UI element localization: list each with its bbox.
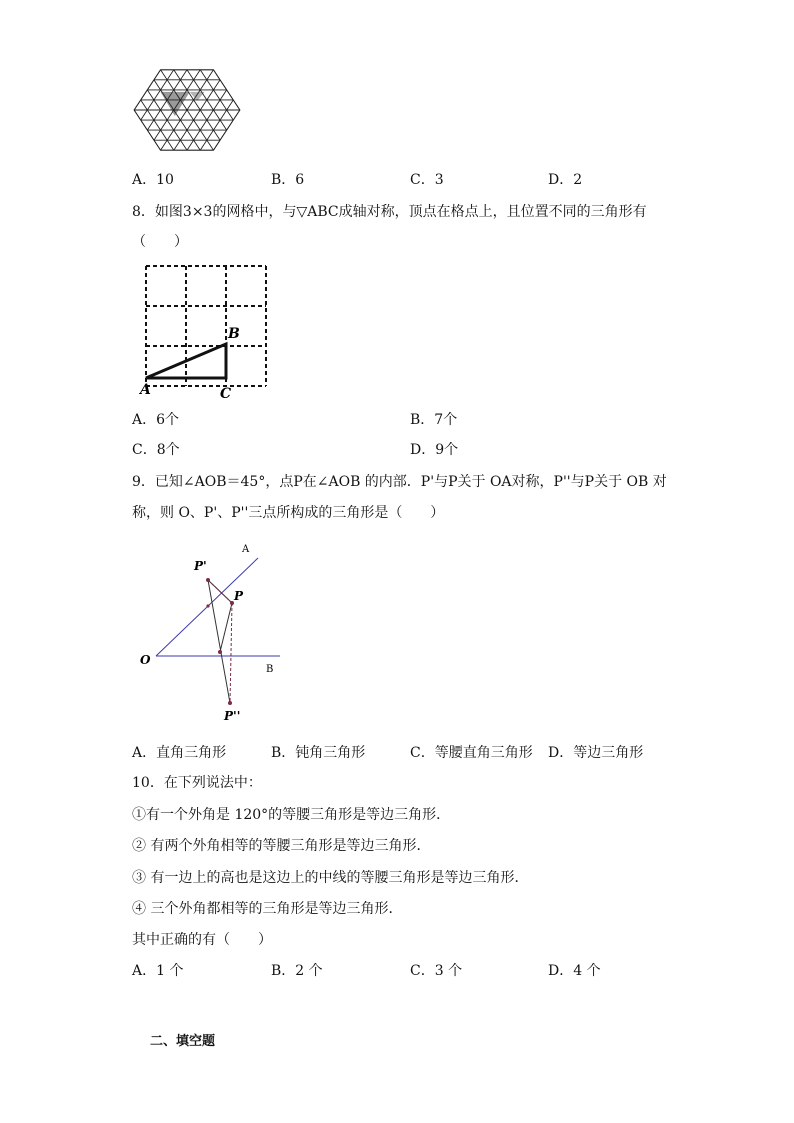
q10-option-d[interactable]: D．4 个 [548,963,601,979]
q10-stem: 10．在下列说法中： [132,775,262,791]
q8-option-d[interactable]: D．9个 [410,442,459,458]
q10-option-c[interactable]: C．3 个 [410,963,463,979]
q9-angle-svg [134,540,294,726]
hexagon-grid-figure [131,62,243,158]
q9-angle-figure [134,540,294,726]
q9-option-a[interactable]: A．直角三角形 [132,745,227,761]
label-ray-b: B [266,664,274,675]
q8-option-b[interactable]: B．7个 [410,412,458,428]
q8-grid-svg [138,260,278,400]
q8-option-c[interactable]: C．8个 [132,442,180,458]
q7-option-b[interactable]: B．6 [271,172,305,188]
q9-option-c[interactable]: C．等腰直角三角形 [410,745,533,761]
label-a: A [140,382,151,398]
q10-statement-1: ①有一个外角是 120°的等腰三角形是等边三角形． [132,807,451,823]
label-p-double-prime: P'' [224,709,241,723]
label-b: B [228,326,240,342]
label-ray-a: A [242,544,250,555]
label-p-prime: P' [194,559,207,573]
label-o: O [140,653,151,667]
hexagon-grid-svg [131,62,243,158]
q10-option-b[interactable]: B．2 个 [271,963,323,979]
q9-stem: 9．已知∠AOB＝45°，点P在∠AOB 的内部．P'与P关于 OA对称，P''与P关于 OB 对 [132,474,667,490]
section-heading-fill-in: 二、填空题 [150,1034,216,1049]
q7-option-c[interactable]: C．3 [410,172,444,188]
q10-statement-4: ④ 三个外角都相等的三角形是等边三角形． [132,901,403,917]
q10-question: 其中正确的有（ ） [132,932,272,948]
q9-option-d[interactable]: D．等边三角形 [548,745,644,761]
q9-option-b[interactable]: B．钝角三角形 [271,745,366,761]
q8-stem: 8．如图3×3的网格中，与▽ABC成轴对称，顶点在格点上，且位置不同的三角形有 [132,204,647,220]
q9-stem-cont: 称，则 O、P'、P''三点所构成的三角形是（ ） [132,505,445,521]
q8-grid-figure [138,260,278,400]
q7-option-a[interactable]: A．10 [132,172,174,188]
q8-option-a[interactable]: A．6个 [132,412,180,428]
q8-stem-cont: （ ） [132,234,188,250]
q10-statement-2: ② 有两个外角相等的等腰三角形是等边三角形． [132,838,431,854]
q10-option-a[interactable]: A．1 个 [132,963,184,979]
label-p: P [234,589,244,603]
q7-option-d[interactable]: D．2 [548,172,583,188]
label-c: C [220,386,232,400]
q10-statement-3: ③ 有一边上的高也是这边上的中线的等腰三角形是等边三角形． [132,870,529,886]
